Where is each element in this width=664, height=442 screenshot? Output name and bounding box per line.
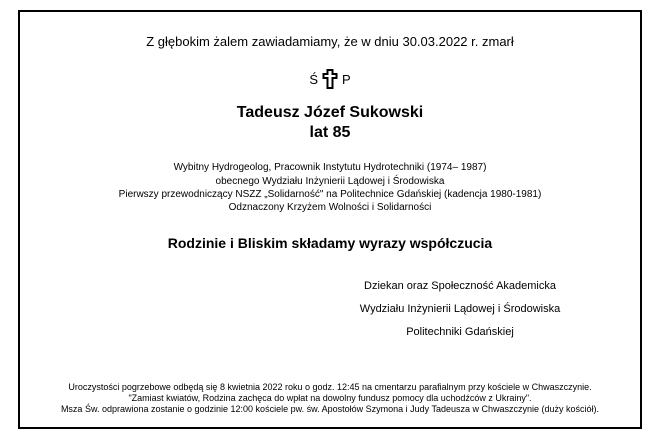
obituary-frame <box>18 10 642 429</box>
bio-line: obecnego Wydziału Inżynierii Lądowej i Środowiska <box>215 176 445 187</box>
signature-line: Dziekan oraz Społeczność Akademicka <box>364 280 556 292</box>
signature-line: Politechniki Gdańskiej <box>406 326 514 338</box>
bio-line: Odznaczony Krzyżem Wolności i Solidarności <box>228 202 432 213</box>
condolences-heading: Rodzinie i Bliskim składamy wyrazy współczucia <box>167 235 493 251</box>
intro-text: Z głębokim żalem zawiadamiamy, że w dniu 30.03.2022 r. zmarł <box>146 34 514 49</box>
deceased-age: lat 85 <box>309 124 351 141</box>
funeral-info-line: Uroczystości pogrzebowe odbędą się 8 kwietnia 2022 roku o godz. 12:45 na cmentarzu parafialnym przy kościele w Chwaszczynie. <box>68 382 592 392</box>
honorific-sp <box>20 67 640 91</box>
latin-cross-icon <box>322 68 338 90</box>
bio-line: Pierwszy przewodniczący NSZZ „Solidarność" na Politechnice Gdańskiej (kadencja 1980-1981) <box>118 189 542 200</box>
honorific-right: P <box>342 71 351 87</box>
funeral-info-line: Msza Św. odprawiona zostanie o godzinie 12:00 kościele pw. św. Apostołów Szymona i Judy Tadeusza w Chwaszczynie (duży kościół). <box>60 404 600 414</box>
bio-line: Wybitny Hydrogeolog, Pracownik Instytutu Hydrotechniki (1974– 1987) <box>173 162 487 173</box>
signature-line: Wydziału Inżynierii Lądowej i Środowiska <box>359 303 561 315</box>
honorific-left: Ś <box>309 71 318 87</box>
deceased-name: Tadeusz Józef Sukowski <box>236 104 424 121</box>
funeral-info-line: "Zamiast kwiatów, Rodzina zachęca do wpłat na dowolny fundusz pomocy dla uchodźców z Ukrainy". <box>128 393 532 403</box>
